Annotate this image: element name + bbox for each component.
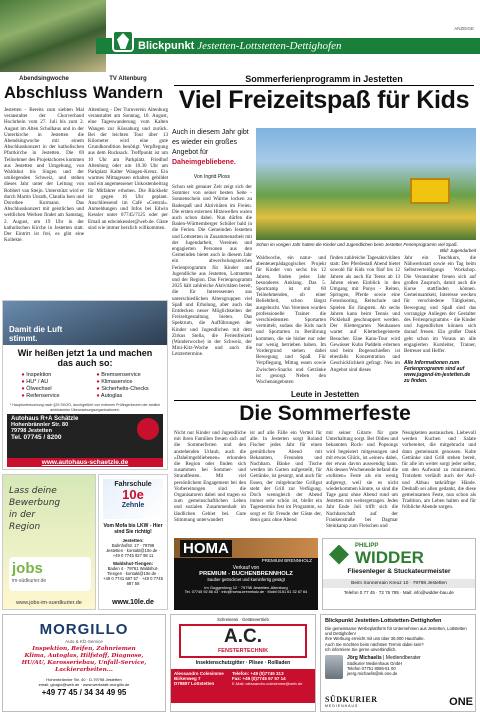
widder-diamond-icon [329, 545, 349, 565]
sk-title: Blickpunkt Jestetten-Lottstetten-Dettighofen [325, 618, 442, 624]
leute-col-3: mit seiner Gitarre für gute Unterhaltung sorgt. Bei Oldies und bekannten Rock- und Popsongs wird begeistert mitgesungen und mit etwas Glück, ist »einer« dabei, der etwas davon auswendig kann. Als dessen Wochenende befand die »tollsten« Feste als ein wenig aufgeregt, weil sie es nicht wiederkommen könnte, so sind die Tage ganz ohne Abend rund um Jestetten mit weitergetragen. Jedes Jahr Ende Juli trifft sich die Nachbarschaft auf der Frankenstraße bei Dagmar Steinkamp zum Fleischen und [326, 430, 398, 530]
leute-col-4: Neuigkeiten austauschen. Liebevoll werden Kuchen und Salate vorbereitet, die mitgebracht und dann gemeinsam genossen. Kalte Getränke sind Grill stehen bereit, für alle im weiter sorgt jeder selbst, um den Aufwand zu minimieren. Trotzdem verläuft auch der Auf- und Abbau tatkräftige Hände. Deshalb sei allen gedankt, die diese gemeinsamen Feste, nun schon als Tradition, am Leben halten und für fröhliche Abende sorgen. [402, 430, 476, 511]
byline: Von Ingrid Ploss [193, 174, 231, 180]
ac-contact [171, 669, 315, 703]
service-label: Sicherheits-Checks [101, 386, 149, 392]
autohaus-city: 79798 Jestetten [11, 428, 52, 434]
ac-addr3: D79807 Lottstetten [174, 681, 215, 686]
sk-l4: Ich informiere Sie gerne unverbindlich. [325, 646, 397, 652]
morgillo-line3: HU/AU, Karosseriebau, Unfall-Service, [21, 660, 147, 666]
fahrschule-line3: Zehnle [121, 502, 145, 509]
ac-mail: E-Mail: alessandro.colesimme@web.de [232, 681, 303, 686]
service-item [21, 379, 59, 386]
sk-company: Südkurier Medienhaus GmbH [347, 661, 403, 667]
anzeige-label: ANZEIGE [454, 26, 474, 31]
bullet-icon: ● [21, 379, 27, 385]
service-label: HU* / AU [26, 379, 49, 385]
widder-brand-top: PHILIPP [355, 543, 379, 549]
sk-mail[interactable]: joerg.michaelis@sk.one.de [347, 671, 398, 677]
autohaus-ad [2, 300, 168, 470]
feature-headline: Viel Freizeitspaß für Kids [178, 86, 470, 114]
fahrschule-ad [98, 474, 168, 610]
feature-info: Alle Informationen zum Ferienprogramm sind auf www.jugend-im-jestetten.de zu finden. [404, 360, 471, 384]
morgillo-line1: Inspektion, Reifen, Zahnriemen [32, 646, 136, 652]
service-item [21, 372, 59, 379]
feature-deck [172, 128, 252, 374]
homa-header [174, 538, 318, 558]
sk-contact [325, 655, 471, 679]
ac-tel: Telefon: +49 (0)7745 313 [232, 671, 284, 676]
morgillo-phone: +49 77 45 / 34 34 49 95 [41, 688, 127, 697]
homa-tel: Tel. 07745 92 86 43 · info@homa-brennholz.de · Mobil 0151 61 32 87 64 [184, 590, 308, 594]
sk-l1: Die gemeinsame Werbeplattform für Unternehmen aus Jestetten, Lottstetten und Dettighofen! [325, 626, 467, 637]
services-left [21, 372, 59, 400]
jobs-logo [9, 557, 91, 591]
ac-logo [179, 624, 307, 658]
autohaus-street: Hohenbrännler Str. 80 [11, 422, 69, 428]
morgillo-line2: Klima, Autoglas, Hilfstoff, Diagnose, [24, 653, 144, 659]
morgillo-addr: Hohenbrännler Str. 40 · D-79798 Jestetten [46, 677, 122, 682]
fahrschule-wt: Baden 4 · 79761 Waldshut-Tiengen · kontakt@10e.de · +49 0 7741 687 57 · +49 0 7745 687 58 [103, 565, 163, 587]
fahrschule-line1: Fahrschule [114, 481, 152, 488]
morgillo-services [3, 646, 165, 674]
jobs-slogan-2: Bewerbung [9, 498, 61, 508]
bullet-icon: ● [96, 386, 102, 392]
widder-addr: Beim Sonnenrain Kreuz 10 · 79798 Jestetten [323, 579, 475, 588]
lead-text: Schon seit genauer Zeit zeigt sich der Sommer von seiner besten Seite - Sonnenschein und Wärme locken zu Badespaß und Aktivitäten im Freien. Die ersten externen Hitzewellen waren auch schon dabei. Nun dürfen die Baden-Württemberger Schüler bald in die Ferien. Die Gemeinden Jestetten und Lottstetten in Zusammenarbeit mit der Jugendarbeit, Vereinen und engagierten Personen aus den Gemeinden bietet auch in diesem Jahr ein abwechslungsreiches Ferienprogramm für Kinder und Jugendliche aus Jestetten, Lottstetten und der Region. Das Ferienprogramm 2025 hält zahlreiche Aktivitäten bereit, die für Interessenten aus unterschiedlichen Altersgruppen viel Spaß und Erholung, aber auch das Entdecken neuer Möglichkeiten der Freizeitgestaltung bieten. Das Spektrum, die Aufführungen der Kinder und Jugendlichen mit dem Zirkus Stella, die Ferienfreizeit (Wanderwoche) in der Schweiz, der Mini-Kitz-Woche und auch die Letztertermine. [172, 184, 252, 358]
fahrschule-slogan: Vom Mofa bis LKW - Hier sind Sie richtig! [103, 523, 163, 535]
service-item [96, 379, 148, 386]
fahrschule-line2: 10e [122, 487, 144, 502]
service-label: Klimaservice [101, 379, 133, 385]
ac-ad [170, 614, 316, 712]
kicker: TV Altenburg [109, 76, 147, 82]
ac-brand: A.C. [224, 626, 262, 647]
kicker: Abendsingwoche [19, 76, 69, 82]
widder-tag: Fliesenleger & Stuckateurmeister [347, 568, 451, 575]
deck-text: Auch in diesem Jahr gibt es wieder ein großes Angebot für [172, 129, 249, 156]
jobs-ad [2, 474, 96, 610]
services-right [96, 372, 148, 400]
headline: Abschluss [4, 84, 88, 102]
photo-playground [410, 178, 450, 204]
service-label: Reifenservice [26, 393, 60, 399]
ac-brand-sub: FENSTERTECHNIK [217, 648, 269, 654]
autohaus-logo-icon [137, 418, 159, 440]
sk-one: ONE [449, 696, 473, 708]
widder-ad [322, 538, 476, 610]
autohaus-services [3, 372, 167, 400]
homa-brand: HOMA [180, 540, 232, 557]
morgillo-mail: email: giorgio@web.de · www.werkstatt-morgillo.de [38, 682, 130, 687]
ac-fax: Fax: +49 (0)7745 57 57 14 [232, 676, 286, 681]
homa-line1: Verkauf von [232, 565, 260, 571]
jobs-brand: jobs [12, 560, 43, 577]
bullet-icon: ● [21, 386, 27, 392]
feature-kicker: Sommerferienprogramm in Jestetten [174, 74, 474, 86]
photo-credit: Bild: Jugendarbeit [439, 248, 476, 253]
morgillo-logo [3, 615, 165, 644]
header-photo [0, 0, 106, 72]
widder-brand: WIDDER [355, 548, 424, 567]
article-wandern [88, 76, 168, 322]
leute-kicker: Leute in Jestetten [174, 390, 476, 401]
suedkurier-ad [320, 614, 476, 712]
morgillo-ad [2, 614, 166, 712]
bullet-icon: ● [21, 393, 27, 399]
autohaus-web[interactable]: www.autohaus-schaetzle.de [7, 458, 163, 467]
photo-caption: Schon im vorigen Jahr hatten die Kinder und Jugendlichen beim Jestetter Ferienprogramm viel Spaß. [256, 242, 458, 247]
fahrschule-jestetten: Bahnhofstr. 17 · 79798 Jestetten · kontakt@10e.de · +49 0 7745 927 98 11 [106, 543, 160, 559]
body-text: Altenburg - Der Turnverein Altenburg veranstaltet am Sonntag, 10. August, eine Tageswanderung vom Kalten Wangen zur Küssaburg und zurück. Bei der leichten Tour über 13 Kilometer wird eine gute Grundkondition benötigt. Verpflegung aus dem Rucksack. Treffpunkt ist um 10 Uhr am Parkplatz Friedhof Altenburg oder um 10.30 Uhr am Parkplatz Kalter Wangen-Kreuz. Ein warmes Mittagessen erhalten gebildet und ein angemessener Unkostenbeitrag für Mitfahrer erhoben. Die Rückkehr ist gegen 16 Uhr geplant. Anschliessend im Café »Central«. Anmeldungen und Infos bei Edwin Kessler unter 07745/7125 oder per Email an edwinkessler@web.de. Gäste sind wie immer herzlich willkommen. [88, 107, 168, 231]
autohaus-photo [3, 301, 167, 345]
fahrschule-logo [103, 479, 163, 519]
leute-headline: Die Sommerfeste [239, 402, 411, 425]
ac-addr [174, 671, 232, 701]
sk-name: Jörg Michaelis [347, 655, 382, 662]
service-item [96, 393, 148, 400]
morgillo-sub: Auto & Kfz-Service [65, 639, 103, 644]
morgillo-line4: Lackierarbeiten... [55, 667, 113, 673]
bullet-icon: ● [96, 393, 101, 399]
sk-brand: SÜDKURIER [325, 695, 378, 704]
service-item [96, 386, 148, 393]
jobs-slogan-3: in der [9, 510, 36, 520]
fahrschule-wt-head: Waldshut-Tiengen: [112, 560, 154, 566]
leute-col-2: ist auf alle Fälle ein Verteil für alle. In Jestetten sorgt Roland Fischer jedes Jahr für einen gemütlichen Abend mit Bekannten, Freunden und Nachbarn. Bänke und Tische werden im Garten aufgestellt, für Getränke, ist gesorgt, und auch für Essen, der mitgebrachte Grillgut steht der Grill zur Verfügung. Doch wenngleich der Abend immer sehr schön ist, bleibt ein Tagestermin fest im Programm, so sorgt er für Freude der Gäste der, denn ganz ohne Abend [250, 430, 322, 523]
jobs-slogan-1: Lass deine [9, 486, 57, 496]
ac-top: Schreinerei · Gerätevertrieb [217, 617, 269, 622]
service-label: Autoglas [100, 393, 123, 399]
sk-brand-row [325, 695, 473, 708]
widder-logo [323, 539, 475, 566]
body-text: Jestetten - Bereits zum siebten Mal veranstaltet der Chorverband Hochrhein vom 27. Juli bis zum 2. August im Alten Schulhaus und in der Unterkirche in Jestetten die Abendsingwoche mit einem Abschlusskonzert in der katholischen Pfarrkirche in Jestetten. Die 69 Teilnehmer des Projektchores kommen aus Jestetten und Umgebung, von Waldshut bis Singen und der umliegenden Schweiz, und stehen dieses Jahr unter der Leitung von Robbert van Steijn. Unterstützt wird er durch Martin Unrath, Claudia Isen und Dorothee Kurmann. Das Abschlusskonzert mit geistlichen und weltlichen Werken findet am Samstag, 2. August, um 19 Uhr in der katholischen Kirche in Jestetten statt. Der Eintritt ist frei, es gibt eine Kollekte. [4, 107, 84, 244]
ac-addr1: Alessandro Colesimme [174, 671, 224, 676]
autohaus-name: Autohaus R+A Schätzle [11, 416, 79, 422]
homa-line3: Sauber getrocknet und kaminfertig gesägt [207, 577, 285, 582]
ac-addr2: Birkenweg 7 [174, 676, 201, 681]
autohaus-footnote: * Hauptuntersuchung nach §29 StVZO, durchgeführt von externen Prüfingenieuren der amtlich anerkannten Überwachungsorganisationen. [9, 403, 161, 412]
feature-col-c: finden zahlreiche Tagesaktivitäten statt: Der Pferdestall Abend bietet sowohl für Kids von fünf bis 12 Jahren als auch für Teens ab 13 Jahren einen Einblick in den Umgang mit Ponys - Reiten, Springen, Pferde sowie eine Fotoshooting, Reitschule und Spielen für Jüngsten. Ab sechs Jahren kann beim Tennis und Pickleball geschnuppert werden. Der Klettergarten Neuhausen wartet auf Kletterbegeisterte Besucher. Eine Kanu-Tour wird Gewässer Kuhn Paddeln erlernen und beim Bogenschießen ist ebenfalls Konzentration und Geschicklichkeit gefragt. Neu im Angebot sind dieses [330, 255, 400, 373]
fahrschule-jestetten-head: Jestetten: [122, 538, 144, 543]
jobs-brand-sub: im-südkurier.de [12, 578, 47, 584]
fahrschule-web[interactable]: www.10le.de [112, 599, 154, 606]
sk-brand-sub: MEDIENHAUS [325, 704, 359, 708]
sk-tel: Telefon 07751 8086-51 00 [347, 666, 396, 672]
homa-tag: PREMIUM BRENNHOLZ [261, 558, 312, 563]
feature-col-b: Waldwoche, ein natur- und abenteuerpädagogisches Projekt für Kinder von sechs bis 12 Jahren, finden jedes Jahr besonderes Anklang. Das 5. Sportcamp ist mit 60 Teilnehmenden, ob einer Beliebtheit, schon längst ausgebucht. Von Vereinen wurden professionelle Trainer die verschiedensten Sportarten vermittelt, sodass die Kids nach und Sportarten in Berührung kommen, die sie bisher nur oder nur wenig betrieben haben. Im Vordergrund stehen dabei Bewegung und Spaß. Für Verpflegung, Mittag essen sowie Zwischen-Snacks und Getränke ist gesorgt. Neben den Wochenangeboten [256, 255, 326, 385]
jobs-url[interactable]: www.jobs-im-suedkurier.de [16, 600, 82, 606]
bullet-icon: ● [21, 372, 27, 378]
service-label: Bremsenservice [101, 372, 141, 378]
autohaus-slogan: Wir heißen jetzt 1a und machen das auch so: [17, 348, 153, 368]
bullet-icon: ● [96, 379, 102, 385]
sk-l2: Ihre Werbung erreicht mit uns über 36.000 Haushalte. [325, 636, 425, 642]
sk-l3: Auch Sie möchten beim nächsten Termin dabei sein? [325, 641, 424, 647]
morgillo-brand: MORGILLO [39, 621, 129, 638]
ac-line: Insektenschutzgitter · Plisee · Rollladen [195, 660, 291, 666]
header-title: Blickpunkt Jestetten-Lottstetten-Dettighofen [138, 40, 342, 52]
service-item [21, 393, 59, 400]
jobs-slogan-4: Region [9, 522, 41, 532]
article-abschluss [4, 76, 88, 322]
service-item [21, 386, 59, 393]
ac-phone [232, 671, 312, 701]
service-label: Inspektion [26, 372, 52, 378]
homa-ad [174, 538, 318, 610]
bullet-icon: ● [96, 372, 102, 378]
autohaus-photo-text: Damit die Luft stimmt. [9, 325, 63, 343]
widder-tel: Telefon 0 77 45 · 72 76 785 · Mail: info@widder-bau.de [344, 590, 454, 595]
homa-addr: Im Guggenlong 12 · 79798 Jestetten-Altenburg [204, 585, 288, 590]
service-label: Ölwechsel [26, 386, 52, 392]
leute-col-1: Nicht nur Kinder und Jugendliche mit ihren Familien freuen sich auf die Sommerferien und den anstehenden Urlaub, auch die »Dahéimgebliebenen« erkunden die Region oder finden sich zusammen bei Sommer- und Strandfesten. Mit viel persönlichem Engagement bei den Vorbereitungen sind die Organisatoren dabei und tragen so zum gemeinschaftlichen Leben und sozialen Zusammenhalt im ländlichen Gebiet bei. Gute Stimmung unterwandert [174, 430, 246, 523]
autohaus-contact [7, 414, 163, 458]
sk-role: | Mediendberater [381, 655, 421, 662]
jobs-slogan [3, 475, 95, 533]
autohaus-phone: Tel. 07745 / 8200 [11, 434, 62, 441]
feature-col-d: Jahr ein Teachkurs, die Nähwerkstatt sowie ein Tag beim Selbstverteidigungs Workshop. Die Veranstalter freuen sich auf großen Zuspruch, damit auch die Kurse stattfinden können. Gemeinsamkeit, Interesse wecken für verschiedene Tätigkeiten, Bewegung und Spaß sind das vorrangige Anliegen der Gestalter des Ferienprogramms - die Kinder und Jugendlichen können sich darauf freuen. Ein großer Dank geht schon im Voraus an alle engagierten Kursleiter, Trainer, Betreuer und Helfer. [404, 255, 476, 355]
deck-highlight: Daheimgebliebene. [172, 159, 236, 166]
headline: Wandern [93, 84, 163, 102]
sk-avatar [325, 655, 343, 679]
homa-line2: PREMIUM - BUCHENBRENNHOLZ [199, 571, 293, 577]
service-item [96, 372, 148, 379]
